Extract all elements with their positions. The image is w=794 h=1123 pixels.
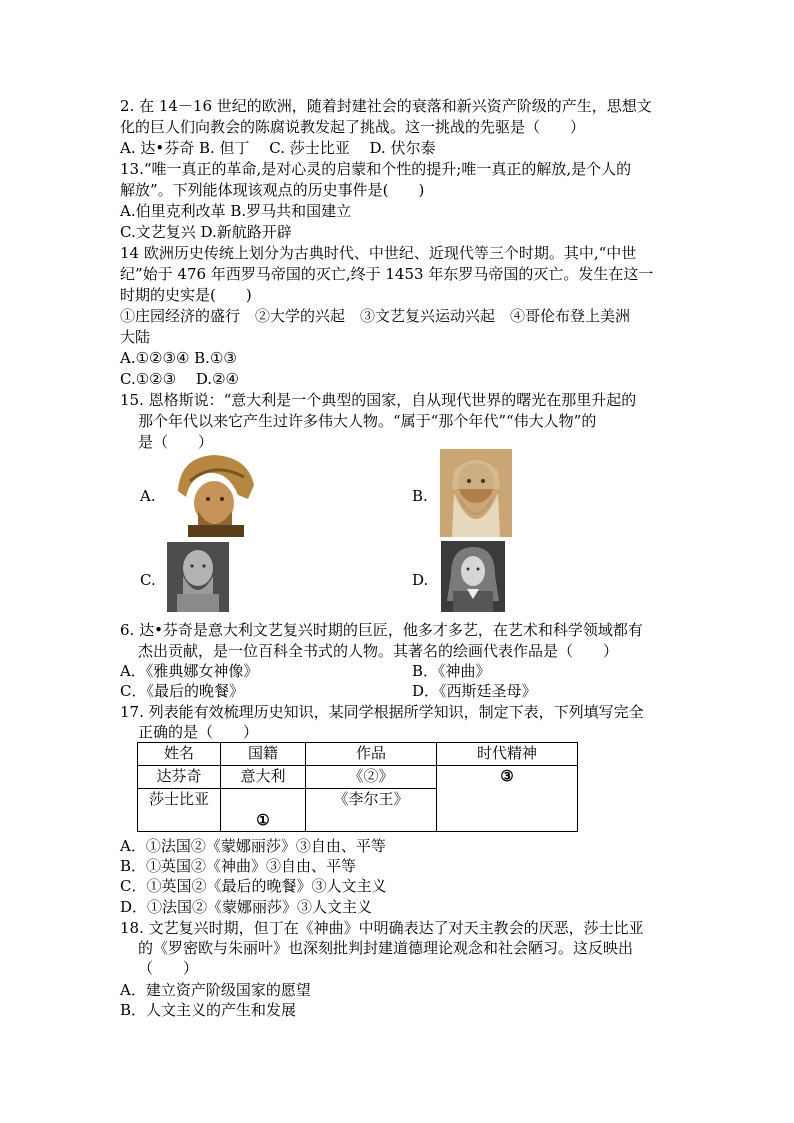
table-cell: 达芬奇 bbox=[138, 766, 221, 789]
q15-option-a-label: A. bbox=[140, 487, 156, 505]
table-header-cell: 时代精神 bbox=[437, 743, 578, 766]
q14-items-line: ①庄园经济的盛行 ②大学的兴起 ③文艺复兴运动兴起 ④哥伦布登上美洲 bbox=[120, 307, 631, 325]
table-cell: 意大利 bbox=[221, 766, 306, 789]
da-vinci-portrait-image bbox=[440, 449, 512, 537]
q6-stem-line2: 杰出贡献，是一位百科全书式的人物。其著名的绘画代表作品是（ ） bbox=[138, 642, 619, 660]
q15-option-b-label: B. bbox=[412, 487, 428, 505]
table-header-cell: 作品 bbox=[306, 743, 437, 766]
q17-stem-line1: 17. 列表能有效梳理历史知识，某同学根据所学知识，制定下表，下列填写完全 bbox=[120, 703, 644, 721]
q18-stem-line1: 18. 文艺复兴时期，但丁在《神曲》中明确表达了对天主教会的厌恶，莎士比亚 bbox=[120, 919, 644, 937]
q14-items-line2: 大陆 bbox=[120, 328, 151, 346]
q18-option-b: B．人文主义的产生和发展 bbox=[120, 1001, 297, 1019]
q2-stem-line1: 2. 在 14－16 世纪的欧洲，随着封建社会的衰落和新兴资产阶级的产生，思想文 bbox=[120, 97, 652, 115]
q6-stem-line1: 6. 达•芬奇是意大利文艺复兴时期的巨匠，他多才多艺，在艺术和科学领域都有 bbox=[120, 621, 643, 639]
q6-option-d: D．《西斯廷圣母》 bbox=[412, 682, 537, 700]
pericles-bust-image bbox=[168, 451, 260, 537]
q14-stem-line1: 14 欧洲历史传统上划分为古典时代、中世纪、近现代等三个时期。其中,“中世 bbox=[120, 244, 637, 262]
voltaire-portrait-image bbox=[441, 541, 505, 612]
q13-stem-line2: 解放”。下列能体现该观点的历史事件是( ) bbox=[120, 181, 425, 199]
table-row bbox=[138, 766, 578, 789]
q14-stem-line3: 时期的史实是( ) bbox=[120, 286, 252, 304]
q17-stem-line2: 正确的是（ ） bbox=[138, 723, 259, 741]
q13-options-ab: A.伯里克利改革 B.罗马共和国建立 bbox=[120, 202, 352, 220]
q15-stem-line1: 15. 恩格斯说：“意大利是一个典型的国家，自从现代世界的曙光在那里升起的 bbox=[120, 391, 637, 409]
q18-stem-line3: （ ） bbox=[138, 959, 199, 977]
q15-option-c-label: C. bbox=[140, 571, 156, 589]
q15-stem-line3: 是（ ） bbox=[138, 433, 214, 451]
q14-options-cd: C.①②③ D.②④ bbox=[120, 370, 239, 388]
q18-stem-line2: 的《罗密欧与朱丽叶》也深刻批判封建道德理论观念和社会陋习。这反映出 bbox=[138, 939, 634, 957]
table-cell: 《李尔王》 bbox=[306, 789, 437, 832]
q14-stem-line2: 纪”始于 476 年西罗马帝国的灭亡,终于 1453 年东罗马帝国的灭亡。发生在这一 bbox=[120, 265, 654, 283]
q13-options-cd: C.文艺复兴 D.新航路开辟 bbox=[120, 223, 292, 241]
table-cell: ① bbox=[221, 789, 306, 832]
q17-option-a: A．①法国②《蒙娜丽莎》③自由、平等 bbox=[120, 837, 386, 855]
q14-options-ab: A.①②③④ B.①③ bbox=[120, 349, 237, 367]
q6-option-a: A．《雅典娜女神像》 bbox=[120, 662, 259, 680]
aristotle-bust-image bbox=[167, 542, 229, 612]
table-header-row bbox=[138, 743, 578, 766]
q15-option-d-label: D. bbox=[412, 571, 429, 589]
q18-option-a: A．建立资产阶级国家的愿望 bbox=[120, 981, 311, 999]
q6-option-c: C．《最后的晚餐》 bbox=[120, 682, 244, 700]
table-header-cell: 姓名 bbox=[138, 743, 221, 766]
q13-stem-line1: 13.“唯一真正的革命,是对心灵的启蒙和个性的提升;唯一真正的解放,是个人的 bbox=[120, 160, 632, 178]
table-header-cell: 国籍 bbox=[221, 743, 306, 766]
q17-option-d: D．①法国②《蒙娜丽莎》③人文主义 bbox=[120, 898, 373, 916]
table-cell: ③ bbox=[437, 766, 578, 832]
q17-table bbox=[137, 742, 578, 832]
q15-stem-line2: 那个年代以来它产生过许多伟大人物。“属于“那个年代”“伟大人物”的 bbox=[138, 412, 597, 430]
table-cell: 莎士比亚 bbox=[138, 789, 221, 832]
q17-option-b: B．①英国②《神曲》③自由、平等 bbox=[120, 857, 357, 875]
q6-option-b: B．《神曲》 bbox=[412, 662, 491, 680]
q2-stem-line2: 化的巨人们向教会的陈腐说教发起了挑战。这一挑战的先驱是（ ） bbox=[120, 118, 586, 136]
q2-options: A. 达•芬奇 B. 但丁 C. 莎士比亚 D. 伏尔泰 bbox=[120, 139, 436, 157]
q17-option-c: C．①英国②《最后的晚餐》③人文主义 bbox=[120, 877, 387, 895]
table-cell: 《②》 bbox=[306, 766, 437, 789]
